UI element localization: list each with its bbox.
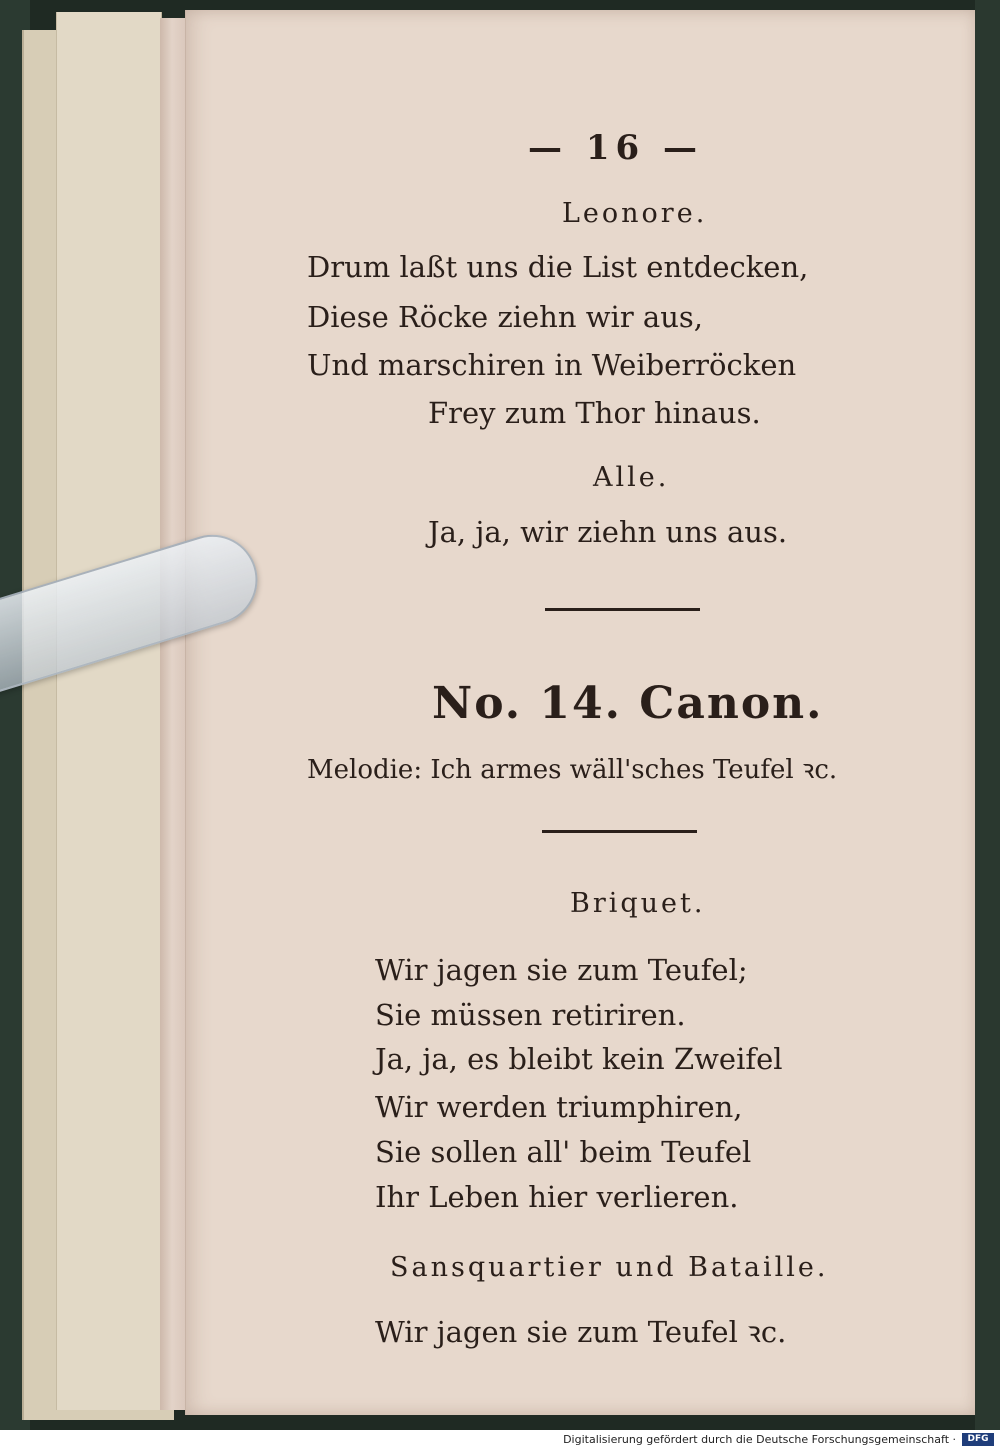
- book-endpaper: [56, 12, 162, 1410]
- canon-line-1: Wir jagen sie zum Teufel;: [375, 953, 748, 987]
- canon-line-6: Ihr Leben hier verlieren.: [375, 1180, 739, 1214]
- verse-line-2: Diese Röcke ziehn wir aus,: [307, 300, 703, 334]
- footer-bar: [0, 1430, 1000, 1450]
- melody-line: Melodie: Ich armes wäll'sches Teufel ꝛc.: [307, 755, 838, 785]
- closing-line: Wir jagen sie zum Teufel ꝛc.: [375, 1315, 787, 1349]
- section-divider-1: [545, 608, 700, 611]
- footer-credit: Digitalisierung gefördert durch die Deutsche Forschungsgemeinschaft ·: [563, 1433, 956, 1446]
- section-divider-2: [542, 830, 697, 833]
- verse-line-1: Drum laßt uns die List entdecken,: [307, 250, 809, 284]
- speaker-alle: Alle.: [593, 462, 670, 493]
- speaker-sansquartier-bataille: Sansquartier und Bataille.: [390, 1252, 829, 1283]
- song-heading: No. 14. Canon.: [432, 678, 824, 729]
- chorus-line: Ja, ja, wir ziehn uns aus.: [428, 515, 788, 549]
- verse-line-4: Frey zum Thor hinaus.: [428, 396, 761, 430]
- scan-background-right: [975, 0, 1000, 1430]
- speaker-leonore: Leonore.: [562, 198, 708, 229]
- page-number: — 16 —: [528, 128, 703, 168]
- verse-line-3: Und marschiren in Weiberröcken: [307, 348, 797, 382]
- canon-line-5: Sie sollen all' beim Teufel: [375, 1135, 752, 1169]
- canon-line-3: Ja, ja, es bleibt kein Zweifel: [375, 1042, 783, 1076]
- dfg-logo-icon: DFG: [962, 1433, 994, 1446]
- canon-line-4: Wir werden triumphiren,: [375, 1090, 743, 1124]
- speaker-briquet: Briquet.: [570, 888, 706, 919]
- canon-line-2: Sie müssen retiriren.: [375, 998, 686, 1032]
